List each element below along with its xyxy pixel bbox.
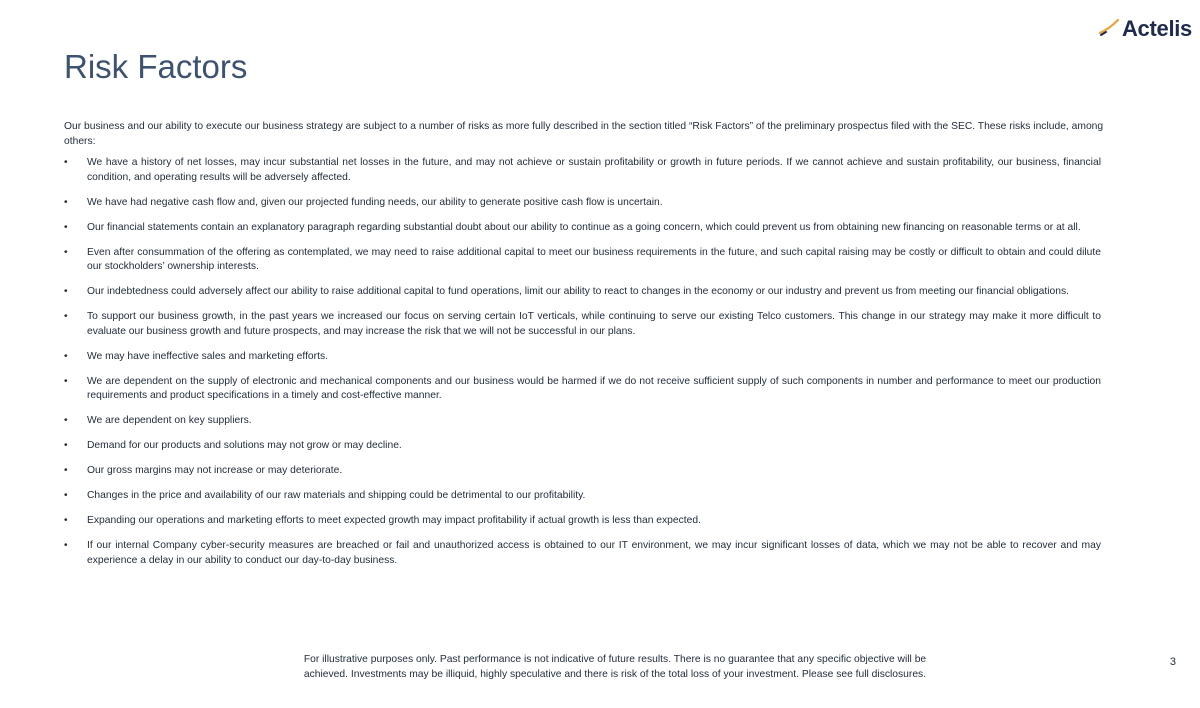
risk-item: [64, 439, 1101, 454]
risk-text: Demand for our products and solutions may not grow or may decline.: [87, 440, 402, 451]
page-title: Risk Factors: [64, 48, 248, 85]
risk-item: [64, 414, 1101, 429]
risk-text: Changes in the price and availability of our raw materials and shipping could be detrimental to our profitability.: [87, 490, 586, 501]
bullet-icon: •: [64, 350, 68, 362]
risk-item: [64, 285, 1101, 300]
logo-swoosh-icon: [1098, 18, 1120, 40]
intro-paragraph: Our business and our ability to execute our business strategy are subject to a number of risks as more fully described in the section titled “Risk Factors” of the preliminary prospectus filed with the SEC. These risks include, among others:: [64, 121, 1104, 147]
risk-factor-list: [64, 156, 1101, 579]
risk-text: We have a history of net losses, may incur substantial net losses in the future, and may not achieve or sustain profitability or growth in future periods. If we cannot achieve and sustain profitability, our business, financial condition, and operating results will be adversely affected.: [87, 157, 1101, 183]
bullet-icon: •: [64, 196, 68, 208]
company-logo: [1098, 16, 1192, 42]
bullet-icon: •: [64, 375, 68, 387]
risk-item: [64, 514, 1101, 529]
bullet-icon: •: [64, 490, 68, 501]
logo-text: Actelis: [1121, 16, 1192, 41]
bullet-icon: •: [64, 286, 68, 297]
risk-item: [64, 196, 1101, 211]
risk-item: [64, 464, 1101, 479]
risk-item: [64, 375, 1101, 404]
risk-text: Expanding our operations and marketing efforts to meet expected growth may impact profitability if actual growth is less than expected.: [87, 515, 701, 526]
bullet-icon: •: [64, 440, 68, 451]
risk-text: We are dependent on the supply of electronic and mechanical components and our business would be harmed if we do not receive sufficient supply of such components in number and performance to meet our production requirements and product specifications in a timely and cost-effective manner.: [87, 375, 1101, 401]
risk-text: Even after consummation of the offering as contemplated, we may need to raise additional capital to meet our business requirements in the future, and such capital raising may be costly or difficult to obtain and could dilute our stockholders’ ownership interests.: [87, 246, 1101, 272]
risk-item: [64, 489, 1101, 504]
risk-text: We are dependent on key suppliers.: [87, 415, 252, 426]
bullet-icon: •: [64, 221, 68, 233]
bullet-icon: •: [64, 540, 68, 551]
risk-item: [64, 246, 1101, 275]
page-number: 3: [1169, 656, 1176, 668]
risk-item: [64, 350, 1101, 365]
risk-text: We may have ineffective sales and marketing efforts.: [87, 350, 328, 362]
disclaimer-line-2: achieved. Investments may be illiquid, highly speculative and there is risk of the total loss of your investment. Please see full disclosures.: [303, 668, 927, 680]
risk-text: Our gross margins may not increase or may deteriorate.: [87, 465, 343, 476]
bullet-icon: •: [64, 465, 68, 476]
risk-text: Our financial statements contain an explanatory paragraph regarding substantial doubt about our ability to continue as a going concern, which could prevent us from obtaining new financing on reasonable terms or at all.: [87, 221, 1081, 233]
risk-item: [64, 156, 1101, 185]
risk-text: To support our business growth, in the past years we increased our focus on serving certain IoT verticals, while continuing to serve our existing Telco customers. This change in our strategy may make it more difficult to evaluate our business growth and future prospects, and may increase the risk that we will not be successful in our plans.: [87, 311, 1101, 337]
risk-item: [64, 539, 1101, 568]
risk-text: If our internal Company cyber-security measures are breached or fail and unauthorized access is obtained to our IT environment, we may incur significant losses of data, which we may not be able to recover and may experience a delay in our ability to conduct our day-to-day business.: [87, 540, 1101, 566]
disclaimer-line-1: For illustrative purposes only. Past performance is not indicative of future results. There is no guarantee that any specific objective will be: [303, 654, 927, 665]
risk-text: Our indebtedness could adversely affect our ability to raise additional capital to fund operations, limit our ability to react to changes in the economy or our industry and prevent us from meeting our financial obligations.: [87, 286, 1069, 297]
risk-item: [64, 221, 1101, 236]
bullet-icon: •: [64, 515, 68, 526]
bullet-icon: •: [64, 157, 68, 168]
bullet-icon: •: [64, 311, 68, 322]
bullet-icon: •: [64, 415, 68, 426]
bullet-icon: •: [64, 246, 68, 258]
risk-text: We have had negative cash flow and, given our projected funding needs, our ability to generate positive cash flow is uncertain.: [87, 196, 663, 208]
risk-item: [64, 310, 1101, 339]
disclaimer-footer: [200, 653, 1030, 682]
